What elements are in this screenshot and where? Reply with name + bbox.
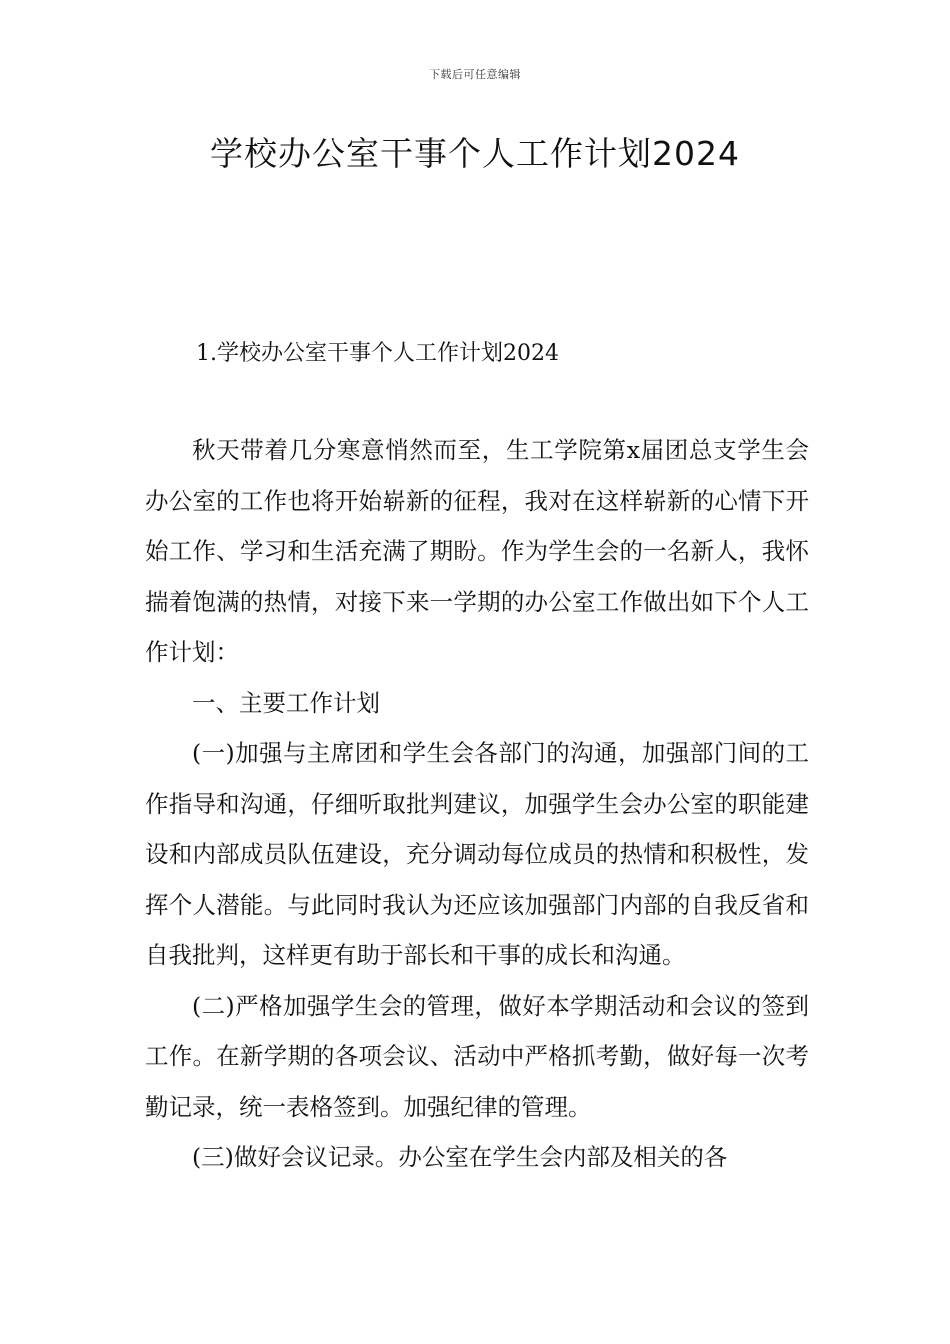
paragraph-intro: 秋天带着几分寒意悄然而至，生工学院第x届团总支学生会办公室的工作也将开始崭新的征程，我对在这样崭新的心情下开始工作、学习和生活充满了期盼。作为学生会的一名新人，我怀揣着饱满的热情，对接下来一学期的办公室工作做出如下个人工作计划：	[145, 436, 809, 666]
paragraph-main-plan-heading: 一、主要工作计划	[192, 688, 380, 717]
paragraph-item-2: (二)严格加强学生会的管理，做好本学期活动和会议的签到工作。在新学期的各项会议、活动中严格抓考勤，做好每一次考勤记录，统一表格签到。加强纪律的管理。	[145, 991, 809, 1121]
document-title: 学校办公室干事个人工作计划2024	[210, 134, 740, 173]
paragraph-item-1: (一)加强与主席团和学生会各部门的沟通，加强部门间的工作指导和沟通，仔细听取批判建议，加强学生会办公室的职能建设和内部成员队伍建设，充分调动每位成员的热情和积极性，发挥个人潜能。与此同时我认为还应该加强部门内部的自我反省和自我批判，这样更有助于部长和干事的成长和沟通。	[145, 739, 809, 969]
body-text	[145, 425, 809, 1183]
paragraph-item-3: (三)做好会议记录。办公室在学生会内部及相关的各	[192, 1143, 728, 1171]
header-note: 下载后可任意编辑	[429, 68, 521, 81]
section-heading: 1.学校办公室干事个人工作计划2024	[196, 341, 559, 366]
